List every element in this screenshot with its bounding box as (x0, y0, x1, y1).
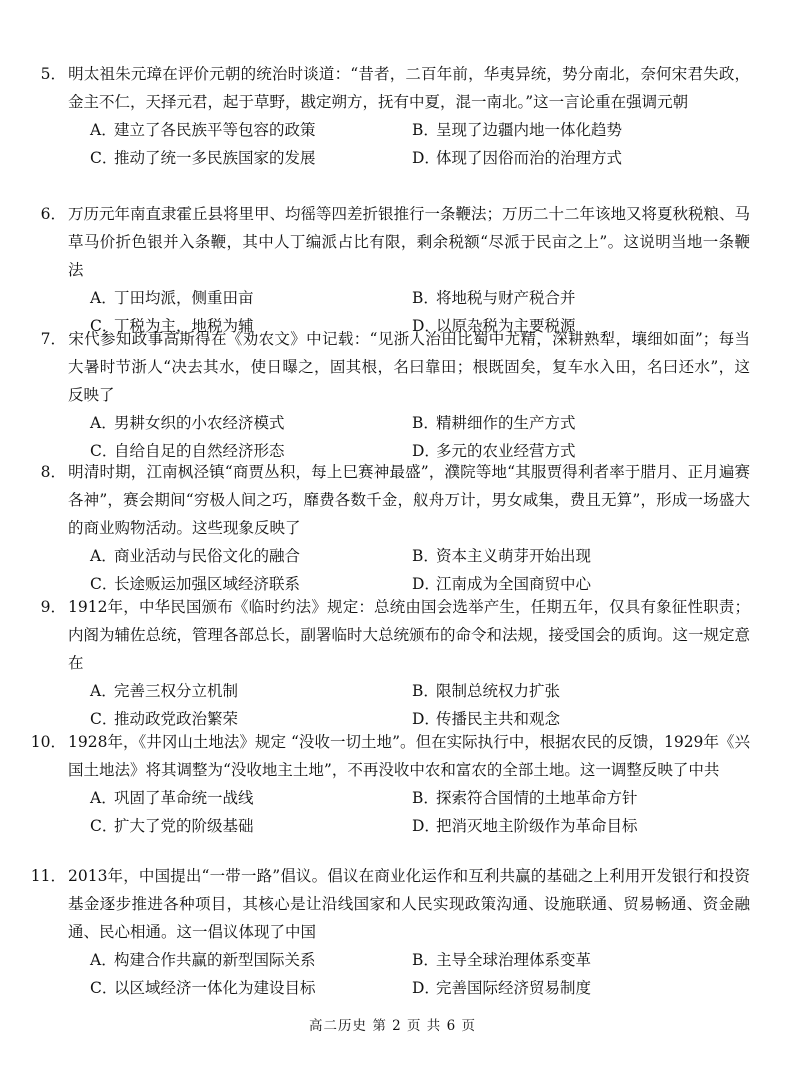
option-text: 精耕细作的生产方式 (436, 414, 576, 432)
option-b[interactable] (412, 784, 732, 812)
option-text: 完善三权分立机制 (114, 682, 239, 700)
option-text: 构建合作共赢的新型国际关系 (114, 951, 316, 969)
question-number: 9． (40, 598, 66, 616)
question-stem (30, 862, 750, 946)
option-a[interactable] (90, 677, 400, 705)
option-letter: C． (90, 149, 118, 167)
option-text: 推动政党政治繁荣 (114, 710, 239, 728)
page-footer: 高二历史 第 2 页 共 6 页 (309, 1018, 476, 1034)
option-text: 传播民主共和观念 (436, 710, 561, 728)
options-grid (90, 409, 750, 465)
option-letter: D． (412, 149, 440, 167)
option-text: 限制总统权力扩张 (436, 682, 561, 700)
option-text: 男耕女织的小农经济模式 (114, 414, 285, 432)
option-letter: A． (90, 789, 117, 807)
option-letter: A． (90, 121, 117, 139)
option-letter: D． (412, 710, 440, 728)
option-letter: B． (412, 289, 439, 307)
question-10 (30, 728, 750, 840)
option-text: 自给自足的自然经济形态 (114, 442, 285, 460)
option-a[interactable] (90, 946, 400, 974)
option-a[interactable] (90, 409, 400, 437)
question-11 (30, 862, 750, 1002)
option-b[interactable] (412, 946, 732, 974)
option-letter: C． (90, 979, 118, 997)
option-text: 将地税与财产税合并 (436, 289, 576, 307)
option-text: 丁税为主，地税为辅 (114, 317, 254, 335)
option-letter: C． (90, 817, 118, 835)
question-text: 明太祖朱元璋在评价元朝的统治时谈道：“昔者，二百年前，华夷异统，势分南北，奈何宋君失政，金主不仁，天择元君，起于草野，戡定朔方，抚有中夏，混一南北。”这一言论重在强调元朝 (68, 65, 750, 111)
option-text: 主导全球治理体系变革 (436, 951, 592, 969)
question-number: 7． (40, 330, 66, 348)
option-text: 探索符合国情的土地革命方针 (436, 789, 638, 807)
option-a[interactable] (90, 784, 400, 812)
question-number: 8． (40, 463, 66, 481)
question-8 (38, 458, 750, 598)
option-letter: D． (412, 575, 440, 593)
question-number: 10． (30, 733, 66, 751)
option-text: 建立了各民族平等包容的政策 (114, 121, 316, 139)
option-letter: C． (90, 575, 118, 593)
question-text: 2013年，中国提出“一带一路”倡议。倡议在商业化运作和互利共赢的基础之上利用开发银行和投资基金逐步推进各种项目，其核心是让沿线国家和人民实现政策沟通、设施联通、贸易畅通、资金融通、民心相通。这一倡议体现了中国 (68, 867, 750, 941)
option-b[interactable] (412, 677, 732, 705)
question-stem (38, 60, 750, 116)
question-stem (38, 593, 750, 677)
question-5 (38, 60, 750, 172)
option-text: 巩固了革命统一战线 (114, 789, 254, 807)
question-stem (38, 458, 750, 542)
option-letter: A． (90, 547, 117, 565)
option-text: 完善国际经济贸易制度 (436, 979, 592, 997)
options-grid (90, 116, 750, 172)
option-letter: C． (90, 710, 118, 728)
option-letter: B． (412, 789, 439, 807)
question-text: 1928年，《井冈山土地法》规定 “没收一切土地”。但在实际执行中，根据农民的反馈，1929年《兴国土地法》将其调整为“没收地主土地”，不再没收中农和富农的全部土地。这一调整反映了中共 (68, 733, 750, 779)
option-letter: B． (412, 121, 439, 139)
question-number: 6． (40, 205, 66, 223)
option-c[interactable] (90, 812, 400, 840)
option-letter: A． (90, 951, 117, 969)
option-text: 长途贩运加强区域经济联系 (114, 575, 301, 593)
option-text: 把消灭地主阶级作为革命目标 (436, 817, 638, 835)
option-b[interactable] (412, 116, 732, 144)
option-letter: A． (90, 414, 117, 432)
options-grid (90, 677, 750, 733)
option-letter: C． (90, 317, 118, 335)
question-stem (38, 325, 750, 409)
question-stem (30, 728, 750, 784)
options-grid (90, 946, 750, 1002)
option-text: 体现了因俗而治的治理方式 (436, 149, 623, 167)
question-9 (38, 593, 750, 733)
option-letter: D． (412, 817, 440, 835)
option-letter: B． (412, 547, 439, 565)
option-text: 资本主义萌芽开始出现 (436, 547, 592, 565)
option-text: 以原杂税为主要税源 (436, 317, 576, 335)
option-text: 多元的农业经营方式 (436, 442, 576, 460)
option-a[interactable] (90, 542, 400, 570)
option-text: 扩大了党的阶级基础 (114, 817, 254, 835)
option-c[interactable] (90, 144, 400, 172)
option-letter: A． (90, 682, 117, 700)
option-b[interactable] (412, 284, 732, 312)
question-number: 11． (30, 867, 66, 885)
option-b[interactable] (412, 542, 732, 570)
option-letter: D． (412, 317, 440, 335)
question-number: 5． (40, 65, 66, 83)
option-d[interactable] (412, 974, 732, 1002)
option-letter: B． (412, 414, 439, 432)
option-b[interactable] (412, 409, 732, 437)
option-c[interactable] (90, 974, 400, 1002)
option-letter: C． (90, 442, 118, 460)
question-7 (38, 325, 750, 465)
option-text: 推动了统一多民族国家的发展 (114, 149, 316, 167)
option-letter: A． (90, 289, 117, 307)
question-text: 1912年，中华民国颁布《临时约法》规定：总统由国会选举产生，任期五年，仅具有象征性职责；内阁为辅佐总统，管理各部总长，副署临时大总统颁布的命令和法规，接受国会的质询。这一规定意在 (68, 598, 751, 672)
options-grid (90, 784, 750, 840)
option-d[interactable] (412, 144, 732, 172)
option-text: 呈现了边疆内地一体化趋势 (436, 121, 623, 139)
option-letter: D． (412, 979, 440, 997)
option-text: 江南成为全国商贸中心 (436, 575, 592, 593)
question-text: 万历元年南直隶霍丘县将里甲、均徭等四差折银推行一条鞭法；万历二十二年该地又将夏秋税粮、马草马价折色银并入条鞭，其中人丁编派占比有限，剩余税额“尽派于民亩之上”。这说明当地一条鞭法 (68, 205, 751, 279)
option-letter: D． (412, 442, 440, 460)
option-d[interactable] (412, 812, 732, 840)
option-text: 商业活动与民俗文化的融合 (114, 547, 301, 565)
option-text: 以区域经济一体化为建设目标 (114, 979, 316, 997)
question-stem (38, 200, 750, 284)
option-a[interactable] (90, 116, 400, 144)
question-text: 明清时期，江南枫泾镇“商贾丛积，每上巳赛神最盛”，濮院等地“其服贾得利者率于腊月、正月遍赛各神”，赛会期间“穷极人间之巧，靡费各数千金，舣舟万计，男女咸集，费且无算”，形成一场盛大的商业购物活动。这些现象反映了 (68, 463, 750, 537)
option-text: 丁田均派，侧重田亩 (114, 289, 254, 307)
option-letter: B． (412, 951, 439, 969)
option-letter: B． (412, 682, 439, 700)
question-6 (38, 200, 750, 340)
option-a[interactable] (90, 284, 400, 312)
options-grid (90, 542, 750, 598)
question-text: 宋代参知政事高斯得在《劝农文》中记载：“见浙人治田比蜀中尤精，深耕熟犁，壤细如面”；每当大暑时节浙人“决去其水，使日曝之，固其根，名曰靠田；根既固矣，复车水入田，名曰还水”，这反映了 (68, 330, 750, 404)
